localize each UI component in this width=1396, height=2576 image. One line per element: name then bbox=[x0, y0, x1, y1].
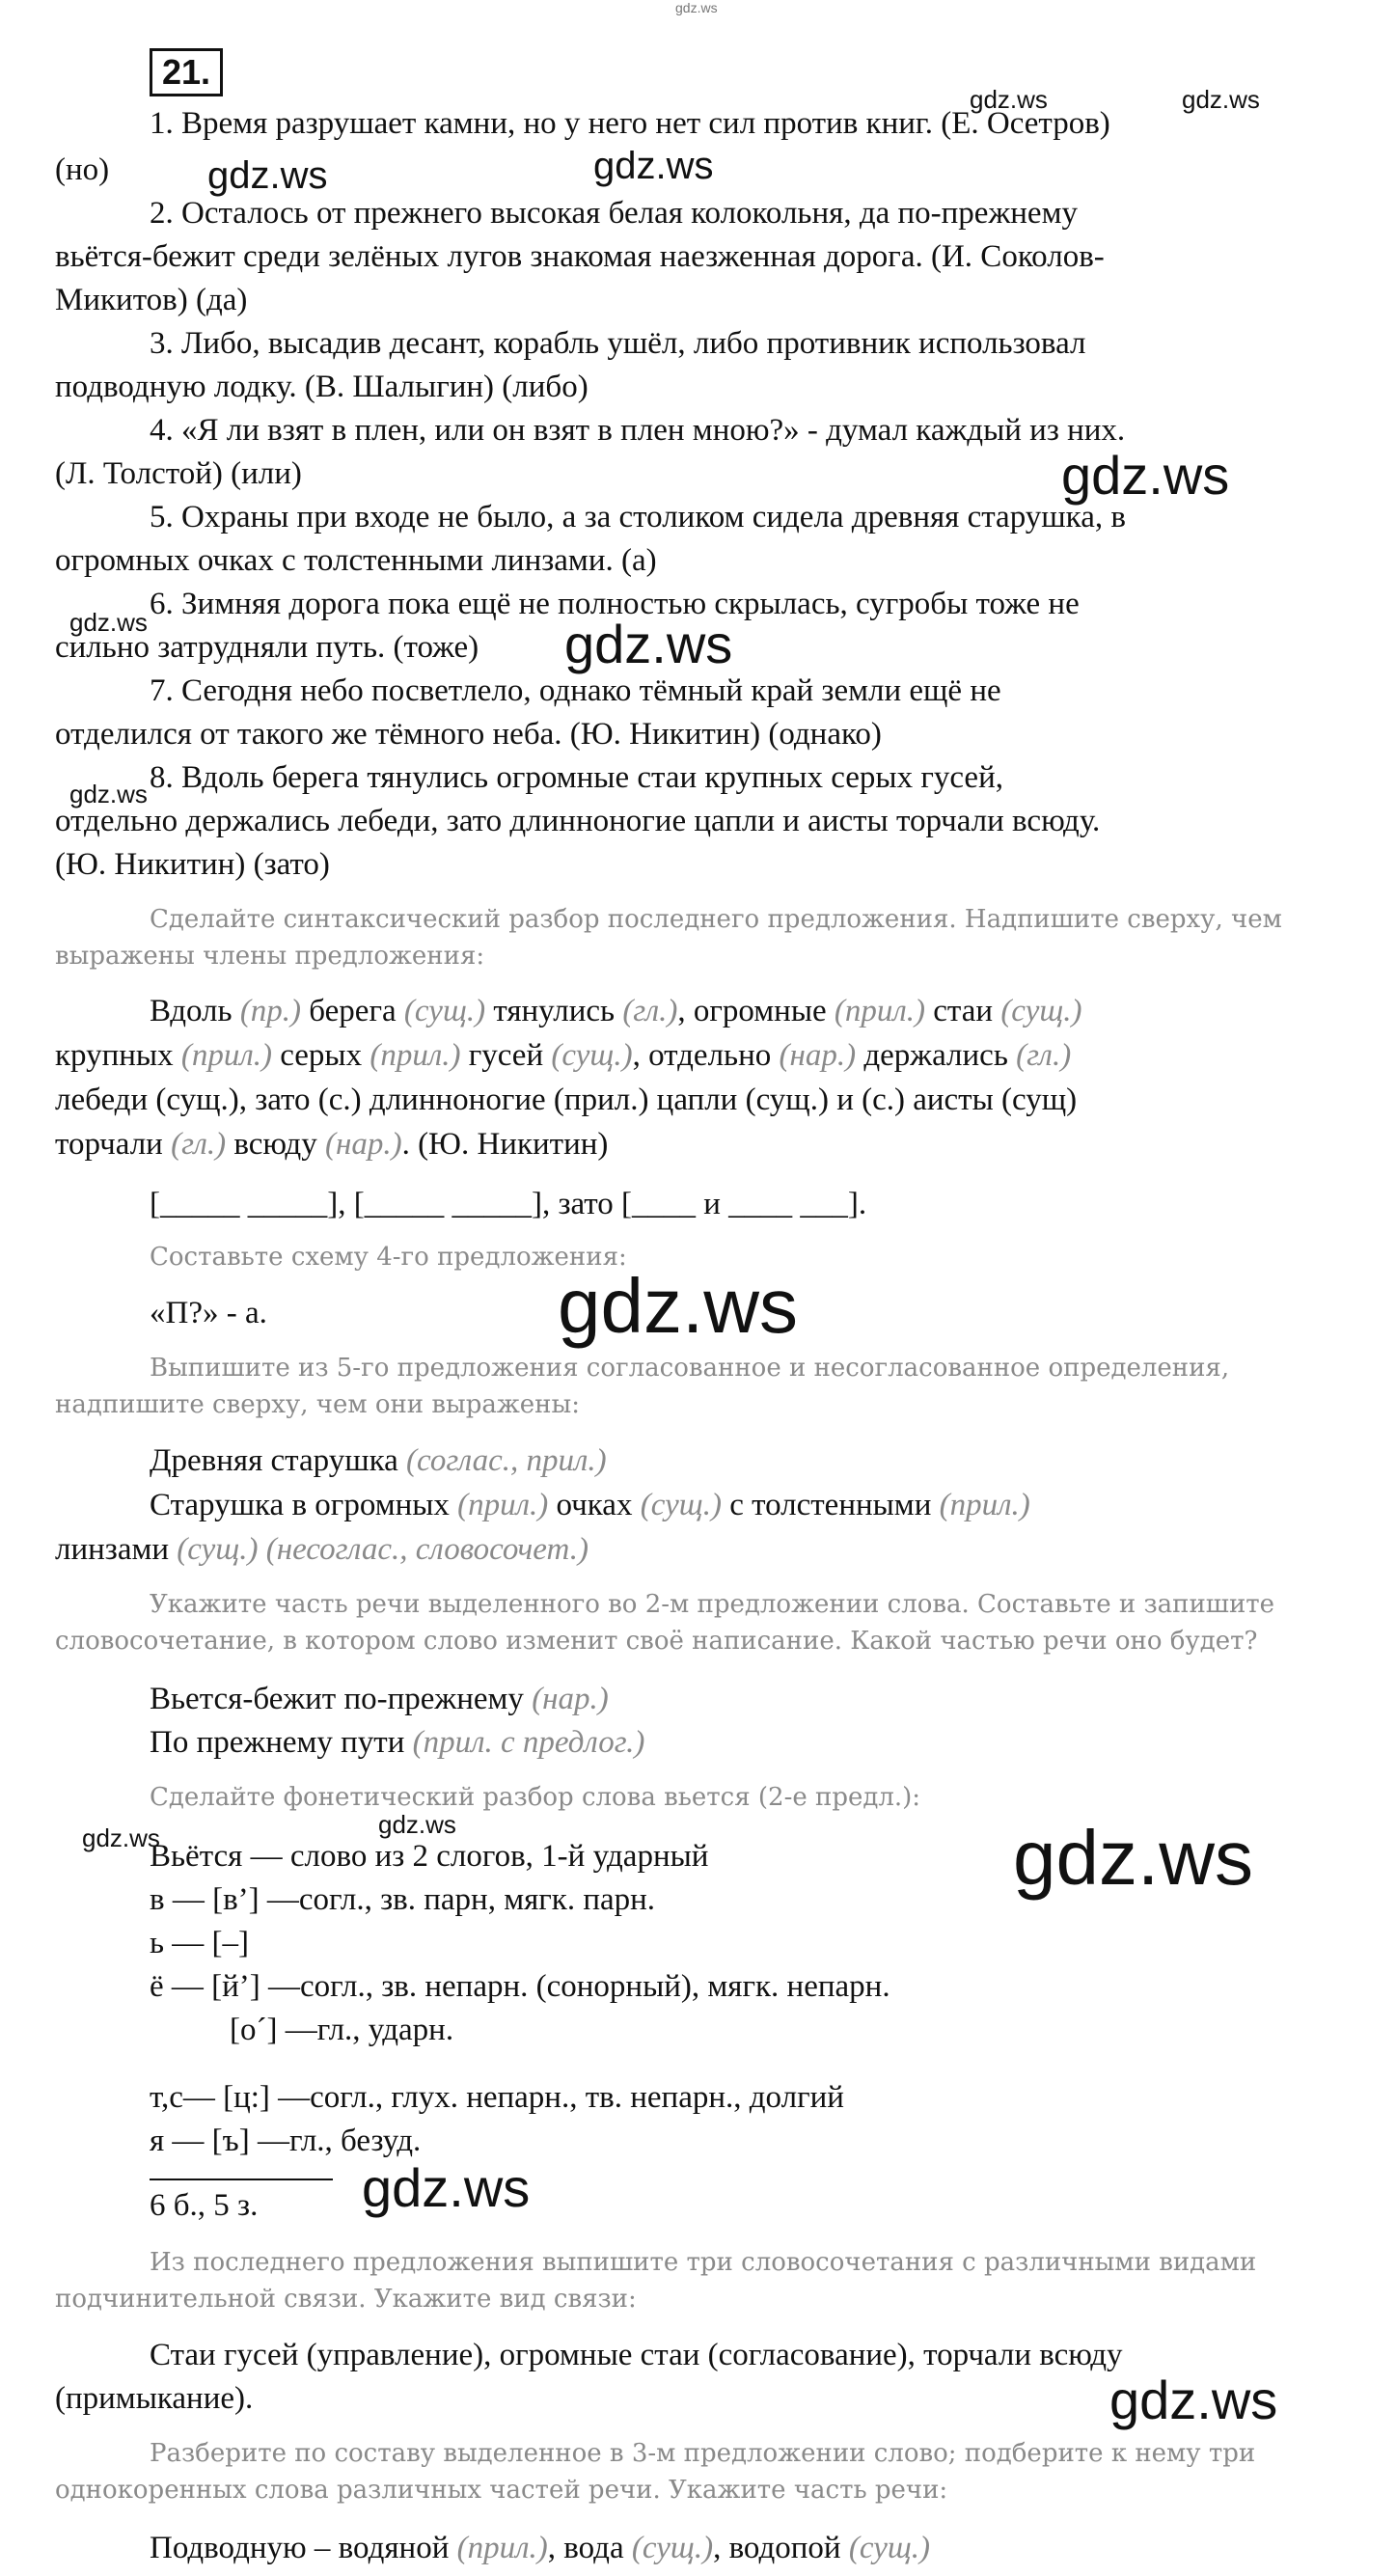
grammar-note: (сущ.) bbox=[848, 2531, 931, 2565]
answer-text: Старушка в огромных bbox=[150, 1488, 458, 1522]
phonetics-line: в — [в’] —согл., зв. парн, мягк. парн. bbox=[150, 1882, 656, 1917]
sentence-line: 3. Либо, высадив десант, корабль ушёл, либо противник использовал bbox=[150, 326, 1086, 361]
sentence-line: (Ю. Никитин) (зато) bbox=[55, 847, 330, 882]
grammar-note: (нар.) bbox=[779, 1038, 864, 1073]
sentence-line: 8. Вдоль берега тянулись огромные стаи крупных серых гусей, bbox=[150, 760, 1003, 795]
sentence-line: сильно затрудняли путь. (тоже) bbox=[55, 630, 479, 665]
watermark: gdz.ws bbox=[362, 2157, 531, 2218]
collocation-line: Стаи гусей (управление), огромные стаи (согласование), торчали всюду bbox=[150, 2338, 1123, 2372]
task-prompt: Выпишите из 5-го предложения согласованное и несогласованное определения, bbox=[150, 1354, 1230, 1383]
answer-text: Подводную – водяной bbox=[150, 2531, 457, 2565]
attribute-line bbox=[55, 1534, 589, 1566]
answer-text: , вода bbox=[547, 2531, 632, 2565]
grammar-note: (соглас., прил.) bbox=[406, 1443, 607, 1478]
grammar-note: (прил.) bbox=[456, 2531, 548, 2565]
sentence-line: огромных очках с толстенными линзами. (а) bbox=[55, 543, 657, 578]
answer-text: крупных bbox=[55, 1038, 181, 1073]
sentence-line: подводную лодку. (В. Шалыгин) (либо) bbox=[55, 370, 589, 404]
answer-text: , огромные bbox=[677, 994, 835, 1028]
attribute-line bbox=[150, 1445, 607, 1477]
sentence-line: отдельно держались лебеди, зато длинноногие цапли и аисты торчали всюду. bbox=[55, 804, 1101, 838]
answer-text: берега bbox=[309, 994, 404, 1028]
watermark: gdz.ws bbox=[593, 145, 714, 187]
answer-text: . (Ю. Никитин) bbox=[401, 1127, 609, 1162]
parse-line-4 bbox=[55, 1129, 608, 1161]
task-prompt: выражены члены предложения: bbox=[55, 942, 485, 971]
answer-text: , водопой bbox=[713, 2531, 849, 2565]
sentence-line: отделился от такого же тёмного неба. (Ю. Никитин) (однако) bbox=[55, 717, 882, 752]
phonetics-line: т,с— [ц:] —согл., глух. непарн., тв. непарн., долгий bbox=[150, 2080, 844, 2115]
grammar-note: (нар.) bbox=[532, 1682, 609, 1716]
grammar-note: (гл.) bbox=[171, 1127, 234, 1162]
watermark: gdz.ws bbox=[69, 780, 148, 808]
answer-text: По прежнему пути bbox=[150, 1725, 413, 1760]
answer-text: очках bbox=[556, 1488, 641, 1522]
parse-line-2 bbox=[55, 1040, 1071, 1072]
grammar-note: (сущ.) bbox=[1000, 994, 1082, 1028]
top-watermark: gdz.ws bbox=[675, 0, 718, 15]
grammar-note: (прил.) bbox=[180, 1038, 281, 1073]
answer-text: Вдоль bbox=[150, 994, 240, 1028]
sentence-line: Микитов) (да) bbox=[55, 283, 248, 317]
parse-line-3: лебеди (сущ.), зато (с.) длинноногие (прил.) цапли (сущ.) и (с.) аисты (сущ) bbox=[55, 1082, 1078, 1117]
collocation-line: (примыкание). bbox=[55, 2381, 254, 2416]
task-prompt: Разберите по составу выделенное в 3-м предложении слово; подберите к нему три bbox=[150, 2439, 1256, 2468]
watermark: gdz.ws bbox=[1061, 445, 1230, 506]
divider bbox=[150, 2179, 333, 2180]
task-prompt: Из последнего предложения выпишите три словосочетания с различными видами bbox=[150, 2248, 1257, 2277]
grammar-note: (сущ.) bbox=[403, 994, 494, 1028]
phonetics-line: ё — [й’] —согл., зв. непарн. (сонорный), мягк. непарн. bbox=[150, 1969, 890, 2004]
watermark: gdz.ws bbox=[69, 608, 148, 637]
attribute-line bbox=[150, 1490, 1030, 1521]
grammar-note: (прил.) bbox=[834, 994, 934, 1028]
sentence-line: 4. «Я ли взят в плен, или он взят в плен мною?» - думал каждый из них. bbox=[150, 413, 1126, 448]
sentence-line: (Л. Толстой) (или) bbox=[55, 456, 302, 491]
answer-text: торчали bbox=[55, 1127, 172, 1162]
watermark: gdz.ws bbox=[82, 1823, 160, 1852]
grammar-note: (сущ.) bbox=[631, 2531, 714, 2565]
task-prompt: однокоренных слова различных частей речи. Укажите часть речи: bbox=[55, 2476, 948, 2505]
sentence-line: (но) bbox=[55, 152, 110, 187]
sentence-line: 5. Охраны при входе не было, а за столиком сидела древняя старушка, в bbox=[150, 500, 1126, 534]
scheme-sentence-8: [_____ _____], [_____ _____], зато [____ и ____ ___]. bbox=[150, 1187, 867, 1221]
answer-text: серых bbox=[280, 1038, 370, 1073]
watermark: gdz.ws bbox=[1013, 1815, 1253, 1901]
task-prompt: Составьте схему 4-го предложения: bbox=[150, 1243, 627, 1272]
grammar-note: (сущ.) bbox=[640, 1488, 730, 1522]
grammar-note: (сущ.) (несоглас., словосочет.) bbox=[177, 1532, 589, 1567]
sentence-line: 6. Зимняя дорога пока ещё не полностью скрылась, сугробы тоже не bbox=[150, 587, 1080, 621]
exercise-number: 21. bbox=[150, 48, 223, 96]
watermark: gdz.ws bbox=[970, 85, 1048, 114]
watermark: gdz.ws bbox=[564, 614, 733, 674]
answer-text: с толстенными bbox=[729, 1488, 940, 1522]
grammar-note: (прил.) bbox=[939, 1488, 1030, 1522]
grammar-note: (пр.) bbox=[239, 994, 310, 1028]
watermark: gdz.ws bbox=[378, 1810, 456, 1839]
grammar-note: (нар.) bbox=[324, 1127, 402, 1162]
phonetics-line: ь — [–] bbox=[150, 1926, 250, 1960]
grammar-note: (гл.) bbox=[622, 994, 678, 1028]
sentence-line: 2. Осталось от прежнего высокая белая колокольня, да по-прежнему bbox=[150, 196, 1078, 231]
sentence-line: 1. Время разрушает камни, но у него нет сил против книг. (Е. Осетров) bbox=[150, 106, 1110, 141]
parse-line-1 bbox=[150, 996, 1082, 1028]
answer-text: линзами bbox=[55, 1532, 178, 1567]
phonetics-line: я — [ъ] —гл., безуд. bbox=[150, 2124, 422, 2158]
answer-text: всюду bbox=[233, 1127, 325, 1162]
task-prompt: Сделайте синтаксический разбор последнего предложения. Надпишите сверху, чем bbox=[150, 905, 1282, 934]
watermark: gdz.ws bbox=[1182, 85, 1260, 114]
phonetics-summary: 6 б., 5 з. bbox=[150, 2188, 259, 2223]
part-of-speech-line bbox=[150, 1727, 644, 1759]
morpheme-line bbox=[150, 2533, 930, 2564]
task-prompt: Укажите часть речи выделенного во 2-м предложении слова. Составьте и запишите bbox=[150, 1590, 1275, 1619]
task-prompt: Сделайте фонетический разбор слова вьется (2-е предл.): bbox=[150, 1783, 921, 1812]
grammar-note: (прил. с предлог.) bbox=[412, 1725, 645, 1760]
answer-text: держались bbox=[863, 1038, 1017, 1073]
phonetics-line: Вьётся — слово из 2 слогов, 1-й ударный bbox=[150, 1839, 709, 1874]
grammar-note: (сущ.) bbox=[551, 1038, 633, 1073]
sentence-line: вьётся-бежит среди зелёных лугов знакомая наезженная дорога. (И. Соколов- bbox=[55, 239, 1105, 274]
answer-text: Вьется-бежит по-прежнему bbox=[150, 1682, 533, 1716]
task-prompt: надпишите сверху, чем они выражены: bbox=[55, 1390, 580, 1419]
grammar-note: (прил.) bbox=[370, 1038, 469, 1073]
task-prompt: подчинительной связи. Укажите вид связи: bbox=[55, 2285, 637, 2314]
answer-text: , отдельно bbox=[632, 1038, 780, 1073]
answer-text: гусей bbox=[468, 1038, 552, 1073]
grammar-note: (гл.) bbox=[1016, 1038, 1072, 1073]
watermark: gdz.ws bbox=[1109, 2370, 1278, 2430]
task-prompt: словосочетание, в котором слово изменит своё написание. Какой частью речи оно будет? bbox=[55, 1627, 1258, 1656]
watermark: gdz.ws bbox=[558, 1263, 798, 1349]
grammar-note: (прил.) bbox=[457, 1488, 557, 1522]
answer-text: Древняя старушка bbox=[150, 1443, 407, 1478]
part-of-speech-line bbox=[150, 1684, 609, 1715]
phonetics-line: [о´] —гл., ударн. bbox=[230, 2013, 454, 2047]
watermark: gdz.ws bbox=[207, 154, 328, 197]
answer-text: тянулись bbox=[493, 994, 623, 1028]
answer-text: стаи bbox=[933, 994, 1001, 1028]
sentence-line: 7. Сегодня небо посветлело, однако тёмный край земли ещё не bbox=[150, 673, 1001, 708]
scheme-sentence-4: «П?» - а. bbox=[150, 1296, 267, 1330]
